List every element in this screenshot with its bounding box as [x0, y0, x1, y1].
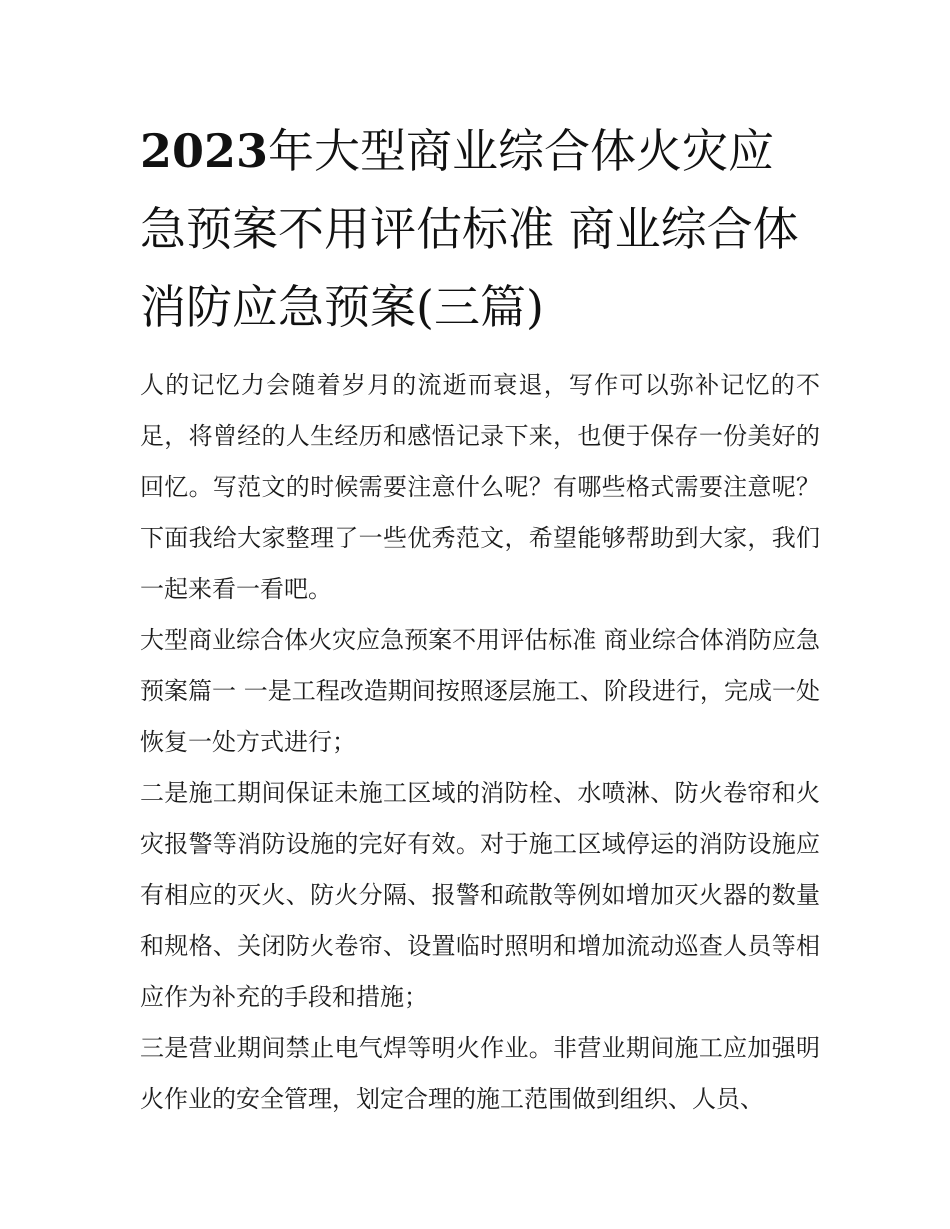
paragraph-point-three: 三是营业期间禁止电气焊等明火作业。非营业期间施工应加强明火作业的安全管理，划定合理的施工范围做到组织、人员、: [140, 1034, 820, 1113]
paragraph-point-two: 二是施工期间保证未施工区域的消防栓、水喷淋、防火卷帘和火灾报警等消防设施的完好有效。对于施工区域停运的消防设施应有相应的灭火、防火分隔、报警和疏散等例如增加灭火器的数量和规格、关闭防火卷帘、设置临时照明和增加流动巡查人员等相应作为补充的手段和措施；: [140, 779, 820, 1011]
document-title: [140, 112, 820, 346]
document-body: [140, 112, 820, 1125]
paragraph-section-one: 大型商业综合体火灾应急预案不用评估标准 商业综合体消防应急预案篇一 一是工程改造期间按照逐层施工、阶段进行，完成一处恢复一处方式进行；: [140, 626, 820, 756]
paragraph-intro: 人的记忆力会随着岁月的流逝而衰退，写作可以弥补记忆的不足，将曾经的人生经历和感悟记录下来，也便于保存一份美好的回忆。写范文的时候需要注意什么呢？有哪些格式需要注意呢？下面我给大家整理了一些优秀范文，希望能够帮助到大家，我们一起来看一看吧。: [140, 371, 820, 603]
title-text: 年大型商业综合体火灾应急预案不用评估标准 商业综合体消防应急预案(三篇): [140, 124, 799, 334]
title-year: 2023: [140, 124, 269, 178]
